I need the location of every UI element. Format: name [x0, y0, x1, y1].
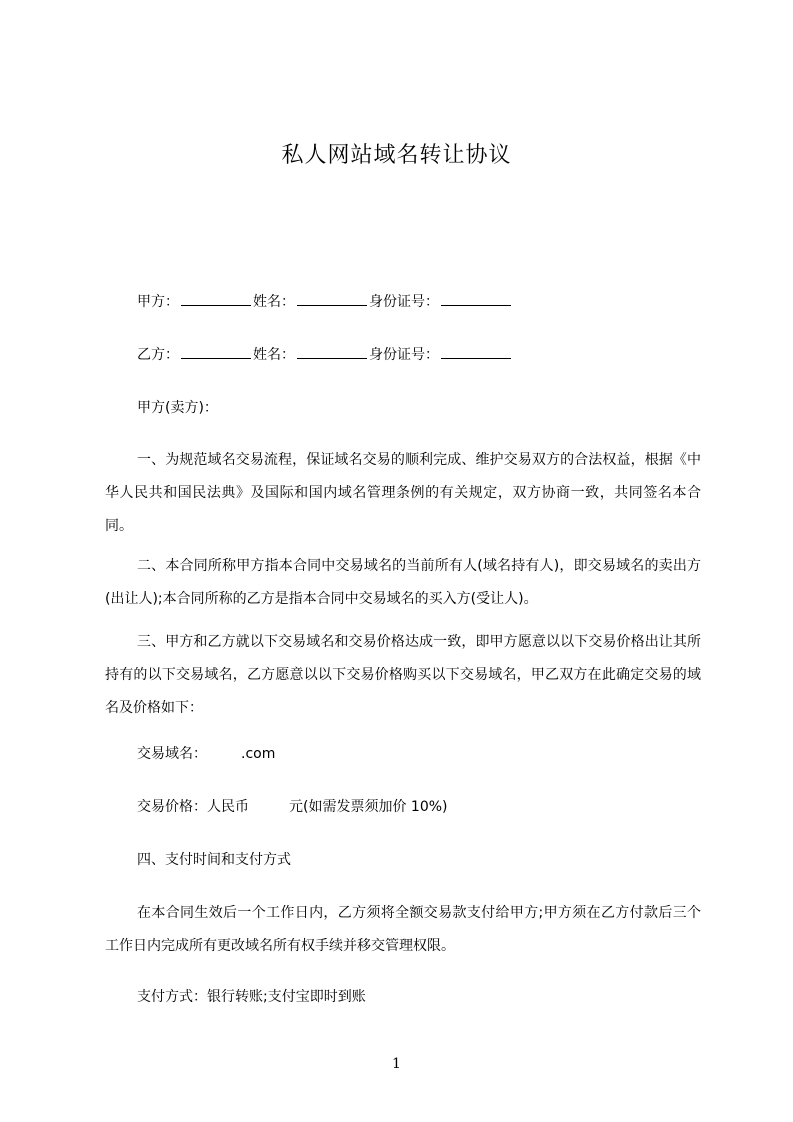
party-a-line	[137, 291, 513, 312]
clause-2: 二、本合同所称甲方指本合同中交易域名的当前所有人(域名持有人)，即交易域名的卖出方(出让人);本合同所称的乙方是指本合同中交易域名的买入方(受让人)。	[105, 558, 701, 607]
payment-method: 支付方式：银行转账;支付宝即时到账	[137, 989, 366, 1005]
page-number: 1	[392, 1056, 401, 1072]
price-label: 交易价格：人民币	[137, 799, 249, 815]
seller-line: 甲方(卖方)：	[137, 400, 218, 416]
clause-4-body: 在本合同生效后一个工作日内，乙方须将全额交易款支付给甲方;甲方须在乙方付款后三个工作日内完成所有更改域名所有权手续并移交管理权限。	[105, 905, 701, 954]
domain-label: 交易域名：	[137, 746, 207, 762]
party-a-name-label: 姓名：	[253, 294, 295, 310]
party-a-name-blank	[297, 291, 367, 306]
party-b-label: 乙方：	[137, 347, 179, 363]
price-suffix: 元(如需发票须加价 10%)	[289, 799, 448, 815]
party-b-name-label: 姓名：	[253, 347, 295, 363]
party-a-blank	[181, 291, 251, 306]
party-b-line	[137, 344, 513, 365]
price-line	[137, 797, 448, 817]
party-b-name-blank	[297, 344, 367, 359]
party-b-id-label: 身份证号：	[369, 347, 439, 363]
party-b-id-blank	[441, 344, 511, 359]
domain-line	[137, 744, 275, 764]
party-b-blank	[181, 344, 251, 359]
clause-4-heading: 四、支付时间和支付方式	[137, 852, 291, 868]
document-title: 私人网站域名转让协议	[281, 143, 512, 168]
domain-suffix: .com	[241, 746, 276, 762]
party-a-label: 甲方：	[137, 294, 179, 310]
party-a-id-blank	[441, 291, 511, 306]
clause-1: 一、为规范域名交易流程，保证域名交易的顺利完成、维护交易双方的合法权益，根据《中华人民共和国民法典》及国际和国内域名管理条例的有关规定，双方协商一致，共同签名本合同。	[105, 452, 701, 534]
clause-3: 三、甲方和乙方就以下交易域名和交易价格达成一致，即甲方愿意以以下交易价格出让其所持有的以下交易域名，乙方愿意以以下交易价格购买以下交易域名，甲乙双方在此确定交易的域名及价格如下：	[105, 634, 701, 716]
party-a-id-label: 身份证号：	[369, 294, 439, 310]
